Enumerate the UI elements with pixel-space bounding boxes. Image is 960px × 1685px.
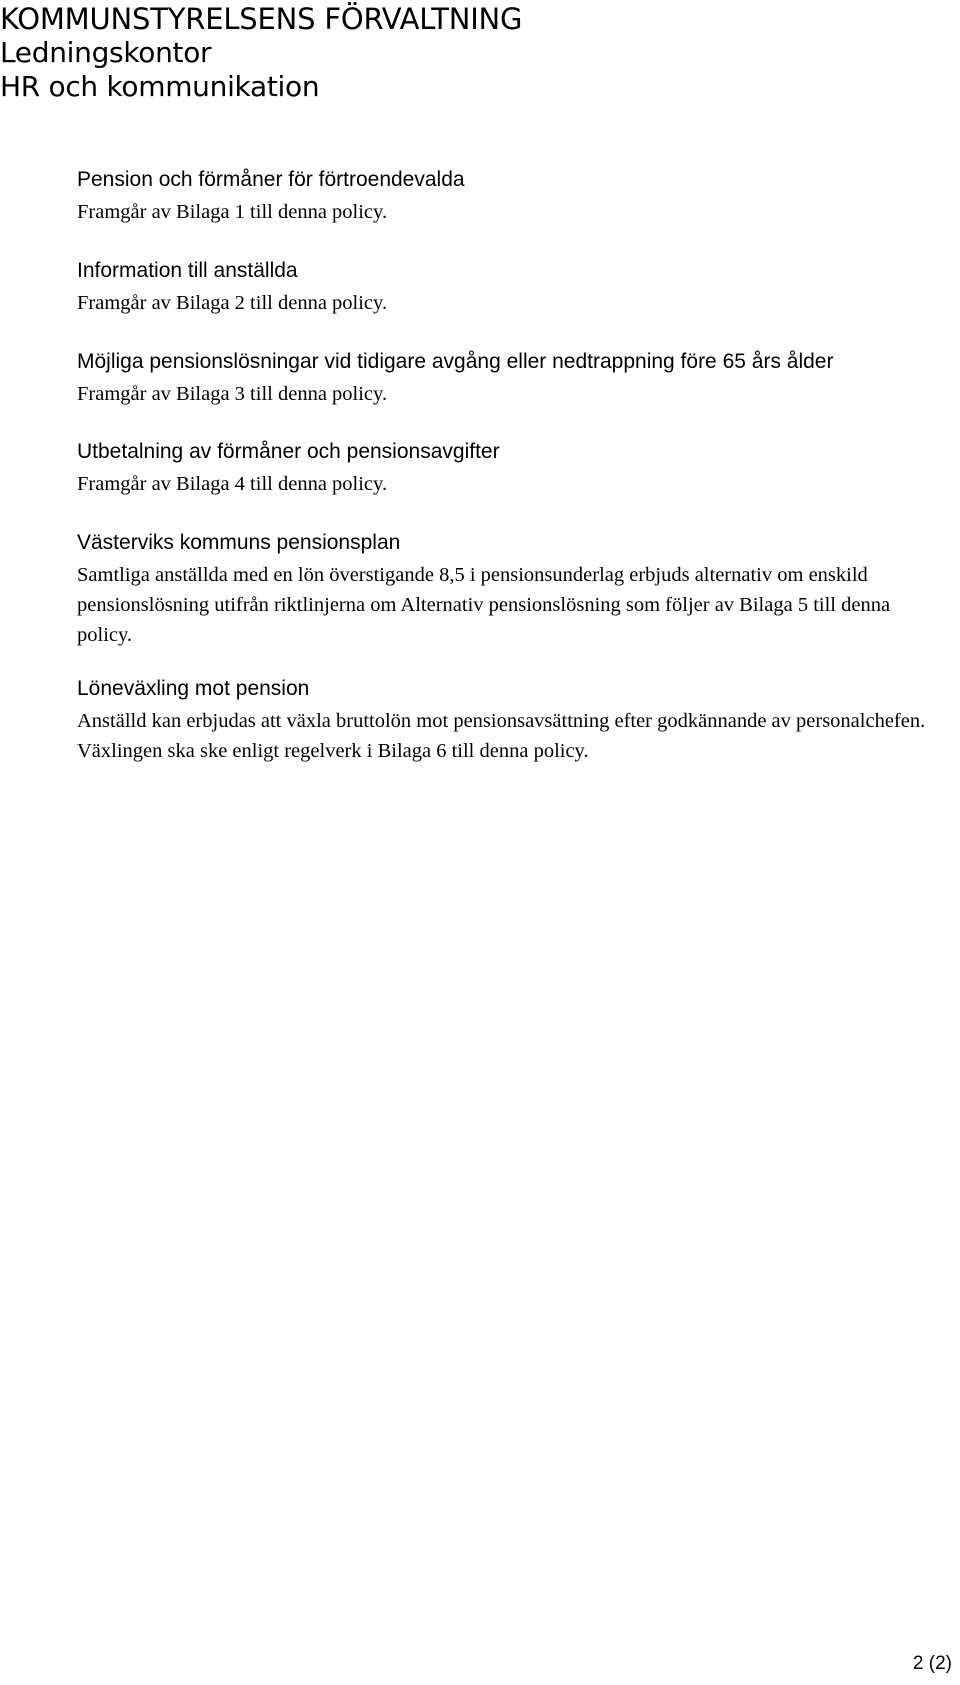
department-name: HR och kommunikation	[0, 70, 320, 103]
section-text: Samtliga anställda med en lön överstigande 8,5 i pensionsunderlag erbjuds alternativ om enskild pensionslösning utifrån riktlinjerna om Alternativ pensionslösning som följer av Bilaga 5 till denna policy.	[77, 564, 891, 646]
section-text: Framgår av Bilaga 4 till denna policy.	[77, 473, 388, 495]
section-text: Framgår av Bilaga 1 till denna policy.	[77, 201, 388, 223]
section-heading: Information till anställda	[77, 259, 298, 282]
section-salary-exchange	[77, 674, 947, 766]
office-name: Ledningskontor	[0, 36, 212, 69]
page-number: 2 (2)	[912, 1653, 952, 1674]
section-early-retirement-options	[77, 347, 947, 409]
section-pension-elected	[77, 165, 947, 227]
section-pension-plan	[77, 528, 947, 650]
section-heading: Västerviks kommuns pensionsplan	[77, 531, 401, 554]
section-heading: Pension och förmåner för förtroendevalda	[77, 168, 465, 191]
section-text: Framgår av Bilaga 3 till denna policy.	[77, 383, 388, 405]
organization-name: KOMMUNSTYRELSENS FÖRVALTNING	[0, 2, 523, 36]
section-heading: Löneväxling mot pension	[77, 677, 310, 700]
section-benefit-payments	[77, 437, 947, 499]
section-text: Framgår av Bilaga 2 till denna policy.	[77, 292, 388, 314]
section-heading: Utbetalning av förmåner och pensionsavgifter	[77, 440, 500, 463]
section-employee-information	[77, 256, 947, 318]
letterhead	[0, 2, 522, 104]
section-text: Anställd kan erbjudas att växla bruttolön mot pensionsavsättning efter godkännande av personalchefen. Växlingen ska ske enligt regelverk i Bilaga 6 till denna policy.	[77, 710, 926, 762]
section-heading: Möjliga pensionslösningar vid tidigare avgång eller nedtrappning före 65 års ålder	[77, 350, 834, 373]
